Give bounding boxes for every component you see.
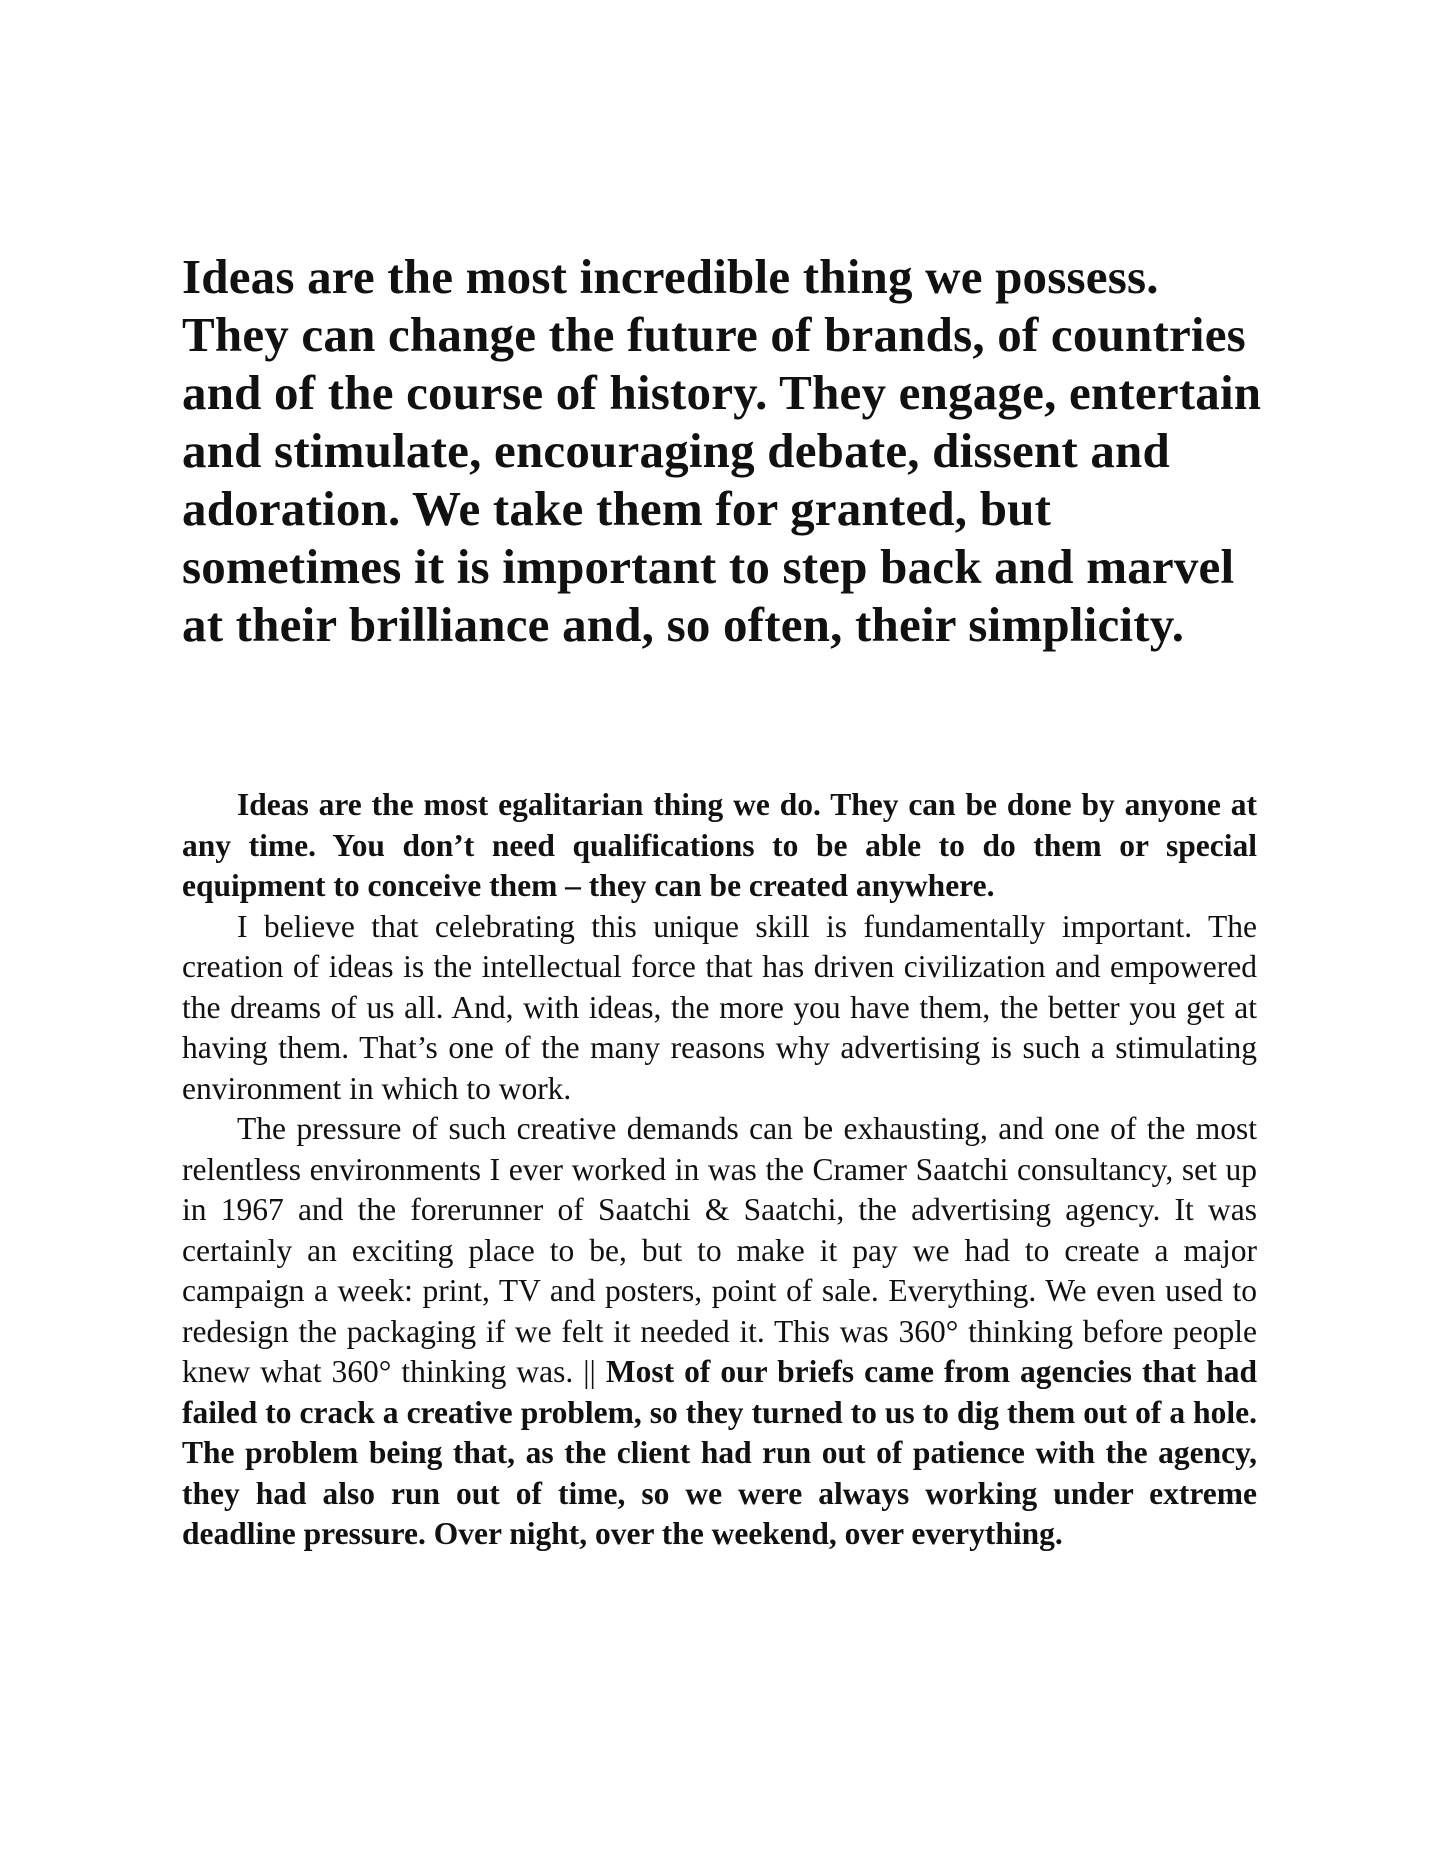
paragraph-pressure-regular: The pressure of such creative demands can be exhausting, and one of the most relentless environments I ever worked in was the Cramer Saatchi consultancy, set up in 1967 and the forerunner of Saatchi & Saatchi, the advertising agency. It was certainly an exciting place to be, but to make it pay we had to create a major campaign a week: print, TV and posters, point of sale. Everything. We even used to redesign the packaging if we felt it needed it. This was 360° thinking before people knew what 360° thinking was. || <box>182 1111 1257 1389</box>
paragraph-pressure-bold: Most of our briefs came from agencies that had failed to crack a creative problem, so they turned to us to dig them out of a hole. The problem being that, as the client had run out of patience with the agency, they had also run out of time, so we were always working under extreme deadline pressure. Over night, over the weekend, over everything. <box>182 1354 1257 1551</box>
paragraph-celebrating: I believe that celebrating this unique skill is fundamentally important. The creation of ideas is the intellectual force that has driven civilization and empowered the dreams of us all. And, with ideas, the more you have them, the better you get at having them. That’s one of the many reasons why advertising is such a stimulating environment in which to work. <box>182 908 1257 1106</box>
body-text <box>182 785 1257 1555</box>
paragraph-pressure <box>182 1109 1257 1555</box>
paragraph-egalitarian: Ideas are the most egalitarian thing we do. They can be done by anyone at any time. You don’t need qualifications to be able to do them or special equipment to conceive them – they can be created anywhere. <box>182 787 1257 903</box>
intro-paragraph: Ideas are the most incredible thing we possess. They can change the future of brands, of countries and of the course of history. They engage, entertain and stimulate, encouraging debate, dissent and adoration. We take them for granted, but sometimes it is important to step back and marvel at their brilliance and, so often, their simplicity. <box>182 249 1262 652</box>
